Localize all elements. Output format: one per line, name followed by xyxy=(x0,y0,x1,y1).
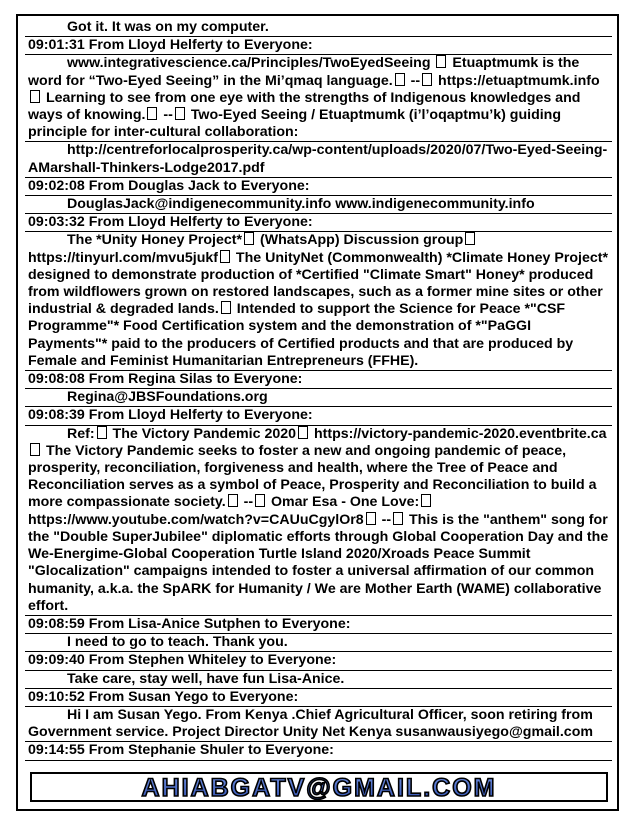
chat-message-header: 09:10:52 From Susan Yego to Everyone: xyxy=(25,689,612,707)
chat-message: Hi I am Susan Yego. From Kenya .Chief Agricultural Officer, soon retiring from Government service. Project Director Unity Net Kenya susanwausiyego@gmail.com xyxy=(25,707,612,742)
chat-message-header: 09:08:39 From Lloyd Helferty to Everyone: xyxy=(25,407,612,425)
missing-glyph-box xyxy=(97,426,107,439)
missing-glyph-box xyxy=(220,250,230,263)
email-banner-logo xyxy=(39,774,599,800)
missing-glyph-box xyxy=(221,301,231,314)
missing-glyph-box xyxy=(422,73,432,86)
chat-message-header: 09:02:08 From Douglas Jack to Everyone: xyxy=(25,178,612,196)
email-banner xyxy=(30,772,608,802)
chat-message-header: 09:03:32 From Lloyd Helferty to Everyone: xyxy=(25,214,612,232)
chat-message-header: 09:09:40 From Stephen Whiteley to Everyone: xyxy=(25,652,612,670)
chat-message: Regina@JBSFoundations.org xyxy=(25,389,612,407)
missing-glyph-box xyxy=(436,55,446,68)
chat-message: Ref: The Victory Pandemic 2020 https://victory-pandemic-2020.eventbrite.ca The Victory Pandemic seeks to foster a new and ongoing pandemic of peace, prosperity, reconciliation, forgiveness and health, where the Tree of Peace and Reconciliation serves as a symbol of Peace, Prosperity and Reconciliation to build a more compassionate society. -- Omar Esa - One Love: https://www.youtube.com/watch?v=CAUuCgylOr8 -- This is the "anthem" song for the "Double SuperJubilee" diplomatic efforts through Global Cooperation Day and the We-Energime-Global Cooperation Turtle Island 2020/Xroads Peace Summit "Glocalization" campaigns intended to foster a universal affirmation of our common humanity, a.k.a. the SpARK for Humanity / We are Mother Earth (WAME) collaborative effort. xyxy=(25,426,612,616)
chat-message: DouglasJack@indigenecommunity.info www.indigenecommunity.info xyxy=(25,196,612,214)
missing-glyph-box xyxy=(255,494,265,507)
missing-glyph-box xyxy=(465,232,475,245)
missing-glyph-box xyxy=(30,443,40,456)
missing-glyph-box xyxy=(395,73,405,86)
chat-message-header: 09:08:59 From Lisa-Anice Sutphen to Everyone: xyxy=(25,616,612,634)
missing-glyph-box xyxy=(228,494,238,507)
missing-glyph-box xyxy=(244,232,254,245)
email-banner-text: AHIABGATV@GMAIL.COM xyxy=(141,774,497,800)
chat-message: Take care, stay well, have fun Lisa-Anice. xyxy=(25,671,612,689)
chat-message: I need to go to teach. Thank you. xyxy=(25,634,612,652)
missing-glyph-box xyxy=(298,426,308,439)
chat-message: http://centreforlocalprosperity.ca/wp-content/uploads/2020/07/Two-Eyed-Seeing-AMarshall-Thinkers-Lodge2017.pdf xyxy=(25,142,612,177)
missing-glyph-box xyxy=(421,494,431,507)
chat-message: www.integrativescience.ca/Principles/TwoEyedSeeing Etuaptmumk is the word for “Two-Eyed Seeing” in the Mi’qmaq language. -- https://etuaptmumk.info Learning to see from one eye with the strengths of Indigenous knowledges and ways of knowing. -- Two-Eyed Seeing / Etuaptmumk (i’l’oqaptmu’k) guiding principle for inter-cultural collaboration: xyxy=(25,55,612,142)
chat-message: The *Unity Honey Project* (WhatsApp) Discussion group https://tinyurl.com/mvu5jukf The UnityNet (Commonwealth) *Climate Honey Project* designed to demonstrate production of *Certified "Climate Smart" Honey* produced from wildflowers grown on restored landscapes, such as a former mine sites or other industrial & degraded lands. Intended to support the Science for Peace *"CSF Programme"* Food Certification system and the demonstration of *"PaGGI Payments"* paid to the producers of Certified products and that are produced by Female and Feminist Humanitarian Entrepreneurs (FFHE). xyxy=(25,232,612,371)
chat-message-header: 09:14:55 From Stephanie Shuler to Everyone: xyxy=(25,742,612,760)
chat-message-header: 09:01:31 From Lloyd Helferty to Everyone: xyxy=(25,37,612,55)
missing-glyph-box xyxy=(30,90,40,103)
missing-glyph-box xyxy=(366,512,376,525)
missing-glyph-box xyxy=(393,512,403,525)
missing-glyph-box xyxy=(147,107,157,120)
chat-message: Got it. It was on my computer. xyxy=(25,17,612,37)
chat-message-header: 09:08:08 From Regina Silas to Everyone: xyxy=(25,371,612,389)
missing-glyph-box xyxy=(175,107,185,120)
chat-transcript xyxy=(25,17,612,761)
